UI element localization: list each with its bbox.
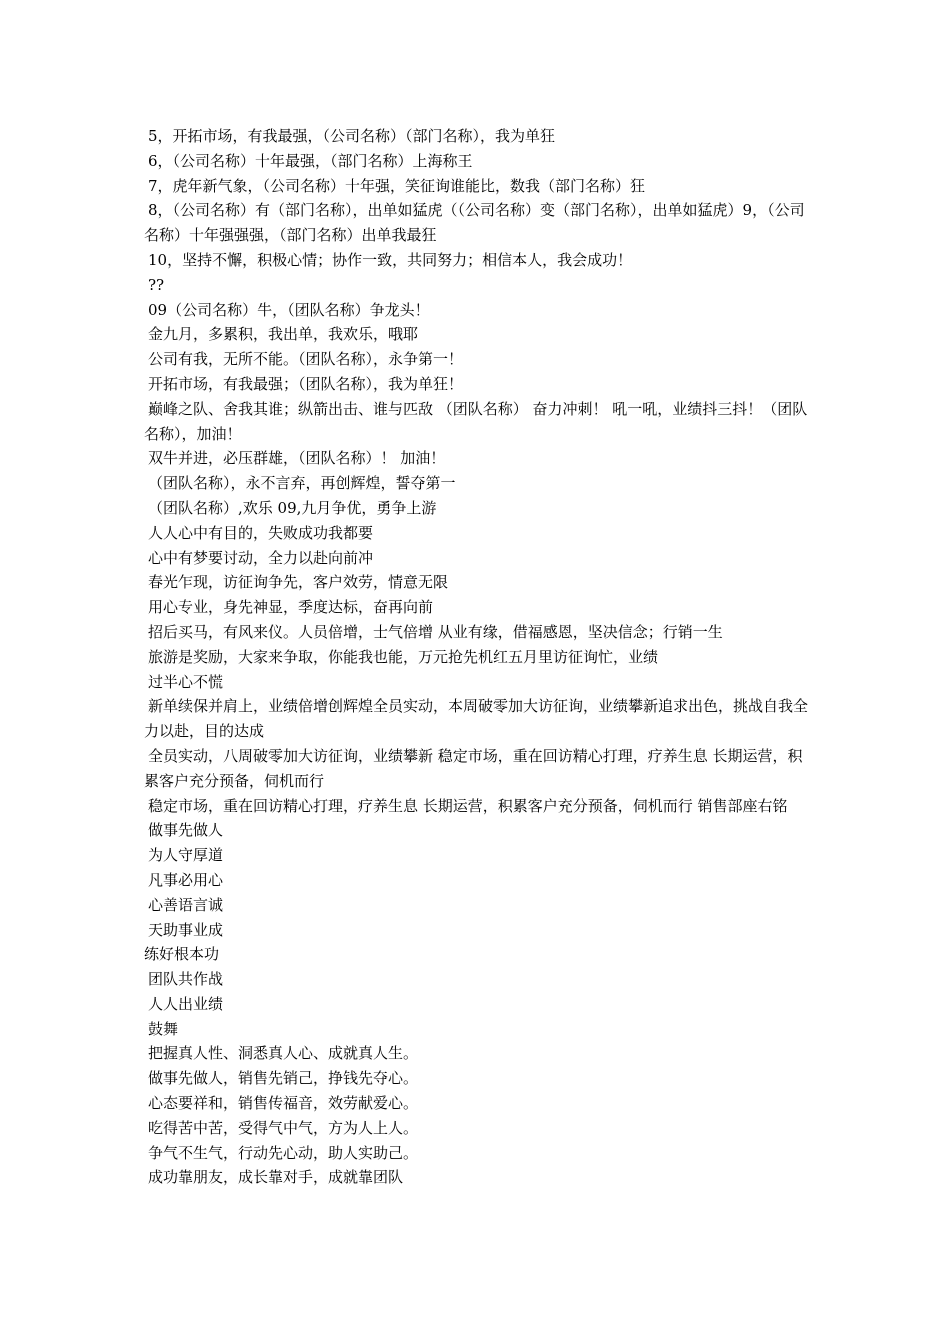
text-line: 巅峰之队、舍我其谁；纵箭出击、谁与匹敌 （团队名称） 奋力冲刺！ 吼一吼，业绩抖三抖！（团队名称），加油！: [144, 399, 808, 443]
text-line: 双牛并进，必压群雄，（团队名称）！ 加油！: [148, 449, 446, 468]
text-line: 旅游是奖励，大家来争取，你能我也能，万元抢先机红五月里访征询忙，业绩: [148, 647, 659, 666]
text-line: ??: [148, 275, 165, 294]
text-line: 练好根本功: [144, 945, 220, 964]
text-line: 开拓市场，有我最强；（团队名称），我为单狂！: [148, 374, 464, 393]
text-line: 心中有梦要讨动，全力以赴向前冲: [148, 548, 374, 567]
text-line: 招后买马，有风来仪。人员倍增，士气倍增 从业有缘，借福感恩，坚决信念；行销一生: [148, 622, 723, 641]
text-line: 用心专业，身先神显，季度达标，奋再向前: [148, 598, 434, 617]
text-line: 稳定市场，重在回访精心打理，疗养生息 长期运营，积累客户充分预备，伺机而行 销售部座右铭: [148, 796, 788, 815]
text-line: 争气不生气，行动先心动，助人实助己。: [148, 1143, 419, 1162]
text-line: 做事先做人，销售先销己，挣钱先夺心。: [148, 1069, 419, 1088]
text-line: 人人出业绩: [148, 994, 224, 1013]
text-line: 09（公司名称）牛，（团队名称）争龙头！: [148, 300, 430, 319]
text-line: 心善语言诚: [148, 895, 224, 914]
text-line: 吃得苦中苦，受得气中气，方为人上人。: [148, 1118, 419, 1137]
text-line: 春光乍现，访征询争先，客户效劳，情意无限: [148, 573, 449, 592]
text-line: 8，（公司名称）有（部门名称），出单如猛虎（（公司名称）变（部门名称），出单如猛虎）9，（公司名称）十年强强强，（部门名称）出单我最狂: [144, 201, 805, 245]
text-line: 人人心中有目的，失败成功我都要: [148, 523, 374, 542]
text-line: 新单续保并肩上，业绩倍增创辉煌全员实动，本周破零加大访征询，业绩攀新追求出色，挑战自我全力以赴，目的达成: [144, 697, 809, 741]
text-line: 把握真人性、洞悉真人心、成就真人生。: [148, 1044, 419, 1063]
text-line: 鼓舞: [148, 1019, 179, 1038]
text-line: 10，坚持不懈，积极心情；协作一致，共同努力；相信本人，我会成功！: [148, 250, 633, 269]
text-line: 团队共作战: [148, 970, 224, 989]
text-line: 过半心不慌: [148, 672, 224, 691]
text-line: 成功靠朋友，成长靠对手，成就靠团队: [148, 1168, 404, 1187]
text-line: 6，（公司名称）十年最强，（部门名称）上海称王: [148, 151, 473, 170]
text-line: 公司有我，无所不能。（团队名称），永争第一！: [148, 350, 464, 369]
text-line: 为人守厚道: [148, 846, 224, 865]
text-line: （团队名称），永不言弃，再创辉煌，誓夺第一: [148, 474, 456, 493]
text-line: 凡事必用心: [148, 870, 224, 889]
text-line: 天助事业成: [148, 920, 224, 939]
text-line: （团队名称）,欢乐 09,九月争优，勇争上游: [148, 498, 437, 517]
text-line: 金九月，多累积，我出单，我欢乐，哦耶: [148, 325, 419, 344]
text-line: 心态要祥和，销售传福音，效劳献爱心。: [148, 1094, 419, 1113]
text-line: 全员实动，八周破零加大访征询，业绩攀新 稳定市场，重在回访精心打理，疗养生息 长期运营，积累客户充分预备，伺机而行: [144, 746, 803, 790]
text-line: 做事先做人: [148, 821, 224, 840]
document-body: [144, 124, 810, 1190]
text-line: 5，开拓市场，有我最强，（公司名称）（部门名称），我为单狂: [148, 127, 556, 145]
text-line: 7，虎年新气象，（公司名称）十年强，笑征询谁能比，数我（部门名称）狂: [148, 176, 646, 195]
